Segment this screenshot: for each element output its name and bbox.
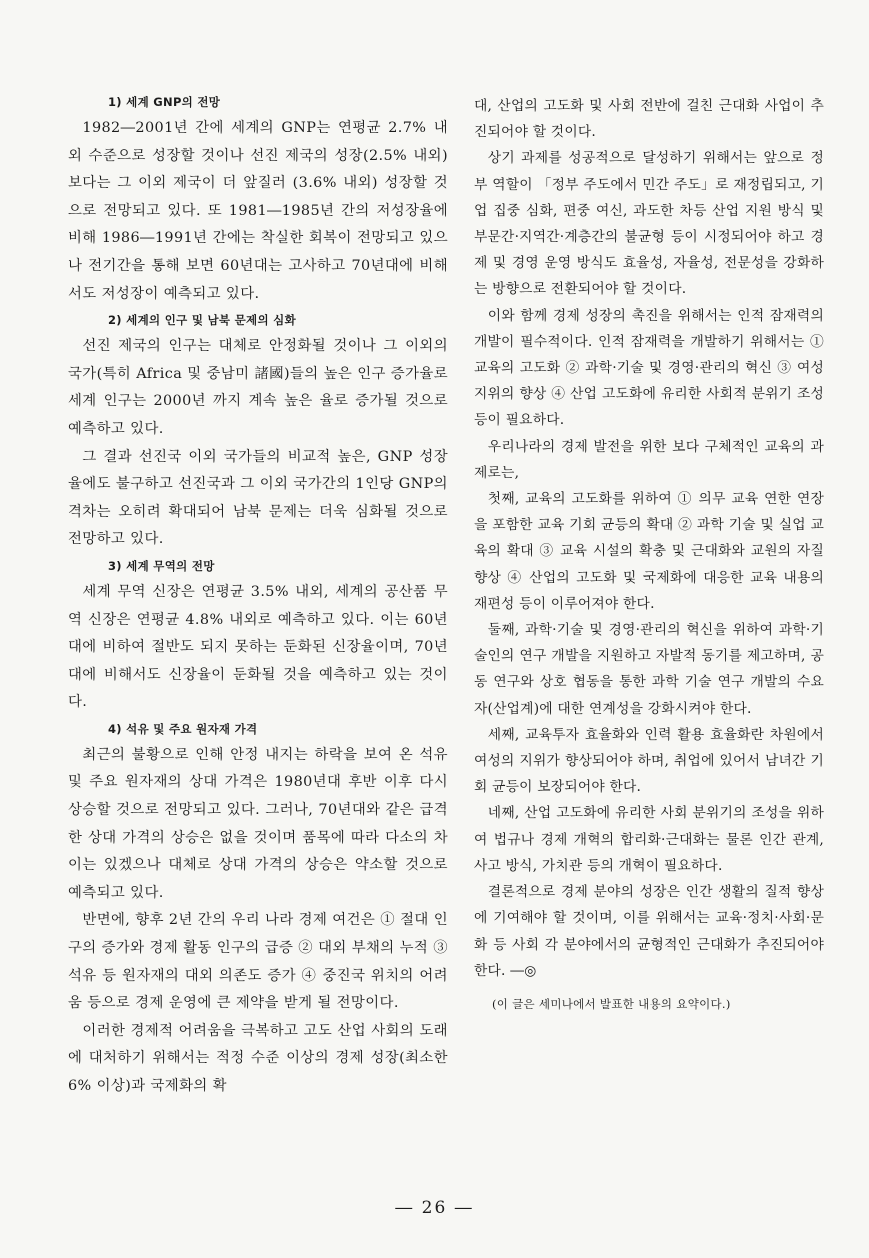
paragraph: 최근의 불황으로 인해 안정 내지는 하락을 보여 온 석유 및 주요 원자재의 상대 가격은 1980년대 후반 이후 다시 상승할 것으로 전망되고 있다. 그러나, 70년대와 같은 급격한 상대 가격의 상승은 없을 것이며 품목에 따라 다소의 차이는 있겠으나 대체로 상대 가격의 상승은 약소할 것으로 예측되고 있다. [68,746,448,901]
paragraph: 세계 무역 신장은 연평균 3.5% 내외, 세계의 공산품 무역 신장은 연평균 4.8% 내외로 예측하고 있다. 이는 60년대에 비하여 절반도 되지 못하는 둔화된 신장율이며, 70년대에 비해서도 신장율이 둔화될 것을 예측하고 있는 것이다. [68,583,448,711]
paragraph: 1982―2001년 간에 세계의 GNP는 연평균 2.7% 내외 수준으로 성장할 것이나 선진 제국의 성장(2.5% 내외)보다는 그 이외 제국이 더 앞질러 (3.6% 내외) 성장할 것으로 전망되고 있다. 또 1981―1985년 간의 저성장율에 비해 1986―1991년 간에는 착실한 회복이 전망되고 있으나 전기간을 통해 보면 60년대는 고사하고 70년대에 비해서도 저성장이 예측되고 있다. [68,120,448,302]
section-heading-1: 1) 세계 GNP의 전망 [108,95,221,109]
paragraph: 그 결과 선진국 이외 국가들의 비교적 높은, GNP 성장율에도 불구하고 선진국과 그 이외 국가간의 1인당 GNP의 격차는 오히려 확대되어 남북 문제는 더욱 심화될 것으로 전망하고 있다. [68,448,448,548]
paragraph: 이러한 경제적 어려움을 극복하고 고도 산업 사회의 도래에 대처하기 위해서는 적정 수준 이상의 경제 성장(최소한 6% 이상)과 국제화의 확 [68,1022,448,1094]
paragraph: 이와 함께 경제 성장의 촉진을 위해서는 인적 잠재력의 개발이 필수적이다. 인적 잠재력을 개발하기 위해서는 ① 교육의 고도화 ② 과학·기술 및 경영·관리의 혁신 ③ 여성 지위의 향상 ④ 산업 고도화에 유리한 사회적 분위기 조성 등이 필요하다. [474,307,824,429]
paragraph: 우리나라의 경제 발전을 위한 보다 구체적인 교육의 과제로는, [474,438,824,481]
paragraph: 첫째, 교육의 고도화를 위하여 ① 의무 교육 연한 연장을 포함한 교육 기회 균등의 확대 ② 과학 기술 및 실업 교육의 확대 ③ 교육 시설의 확충 및 근대화와 교원의 자질 향상 ④ 산업의 고도화 및 국제화에 대응한 교육 내용의 재편성 등이 이루어져야 한다. [474,491,824,612]
section-heading-3: 3) 세계 무역의 전망 [108,558,215,573]
paragraph: 반면에, 향후 2년 간의 우리 나라 경제 여건은 ① 절대 인구의 증가와 경제 활동 인구의 급증 ② 대외 부채의 누적 ③ 석유 등 원자재의 대외 의존도 증가 ④ 중진국 위치의 어려움 등으로 경제 운영에 큰 제약을 받게 될 전망이다. [68,912,448,1012]
right-column [474,93,824,1014]
paragraph-continued: 대, 산업의 고도화 및 사회 전반에 걸친 근대화 사업이 추진되어야 할 것이다. [474,98,824,141]
paragraph: 상기 과제를 성공적으로 달성하기 위해서는 앞으로 정부 역할이 「정부 주도에서 민간 주도」로 재정립되고, 기업 집중 심화, 편중 여신, 과도한 차등 산업 지원 방식 및 부문간·지역간·계층간의 불균형 등이 시정되어야 하고 경제 및 경영 운영 방식도 효율성, 자율성, 전문성을 강화하는 방향으로 전환되어야 할 것이다. [474,150,824,298]
section-heading-4: 4) 석유 및 주요 원자재 가격 [108,721,258,736]
left-column [68,90,448,1101]
paragraph: 둘째, 과학·기술 및 경영·관리의 혁신을 위하여 과학·기술인의 연구 개발을 지원하고 자발적 동기를 제고하며, 공동 연구와 상호 협동을 통한 과학 기술 연구 개발의 수요자(산업계)에 대한 연계성을 강화시켜야 한다. [474,622,824,717]
section-heading-2: 2) 세계의 인구 및 남북 문제의 심화 [108,313,296,328]
paragraph: 세째, 교육투자 효율화와 인력 활용 효율화란 차원에서 여성의 지위가 향상되어야 하며, 취업에 있어서 남녀간 기회 균등이 보장되어야 한다. [474,726,824,796]
footnote: (이 글은 세미나에서 발표한 내용의 요약이다.) [492,996,731,1011]
paragraph: 선진 제국의 인구는 대체로 안정화될 것이나 그 이외의 국가(특히 Africa 및 중남미 諸國)들의 높은 인구 증가율로 세계 인구는 2000년 까지 계속 높은 율로 증가될 것으로 예측하고 있다. [68,338,448,437]
page-number: ― 26 ― [395,1198,474,1218]
paragraph: 네째, 산업 고도화에 유리한 사회 분위기의 조성을 위하여 법규나 경제 개혁의 합리화·근대화는 물론 인간 관계, 사고 방식, 가치관 등의 개혁이 필요하다. [474,805,824,874]
paragraph: 결론적으로 경제 분야의 성장은 인간 생활의 질적 향상에 기여해야 할 것이며, 이를 위해서는 교육·정치·사회·문화 등 사회 각 분야에서의 균형적인 근대화가 추진되어야 한다. ―◎ [474,884,824,979]
